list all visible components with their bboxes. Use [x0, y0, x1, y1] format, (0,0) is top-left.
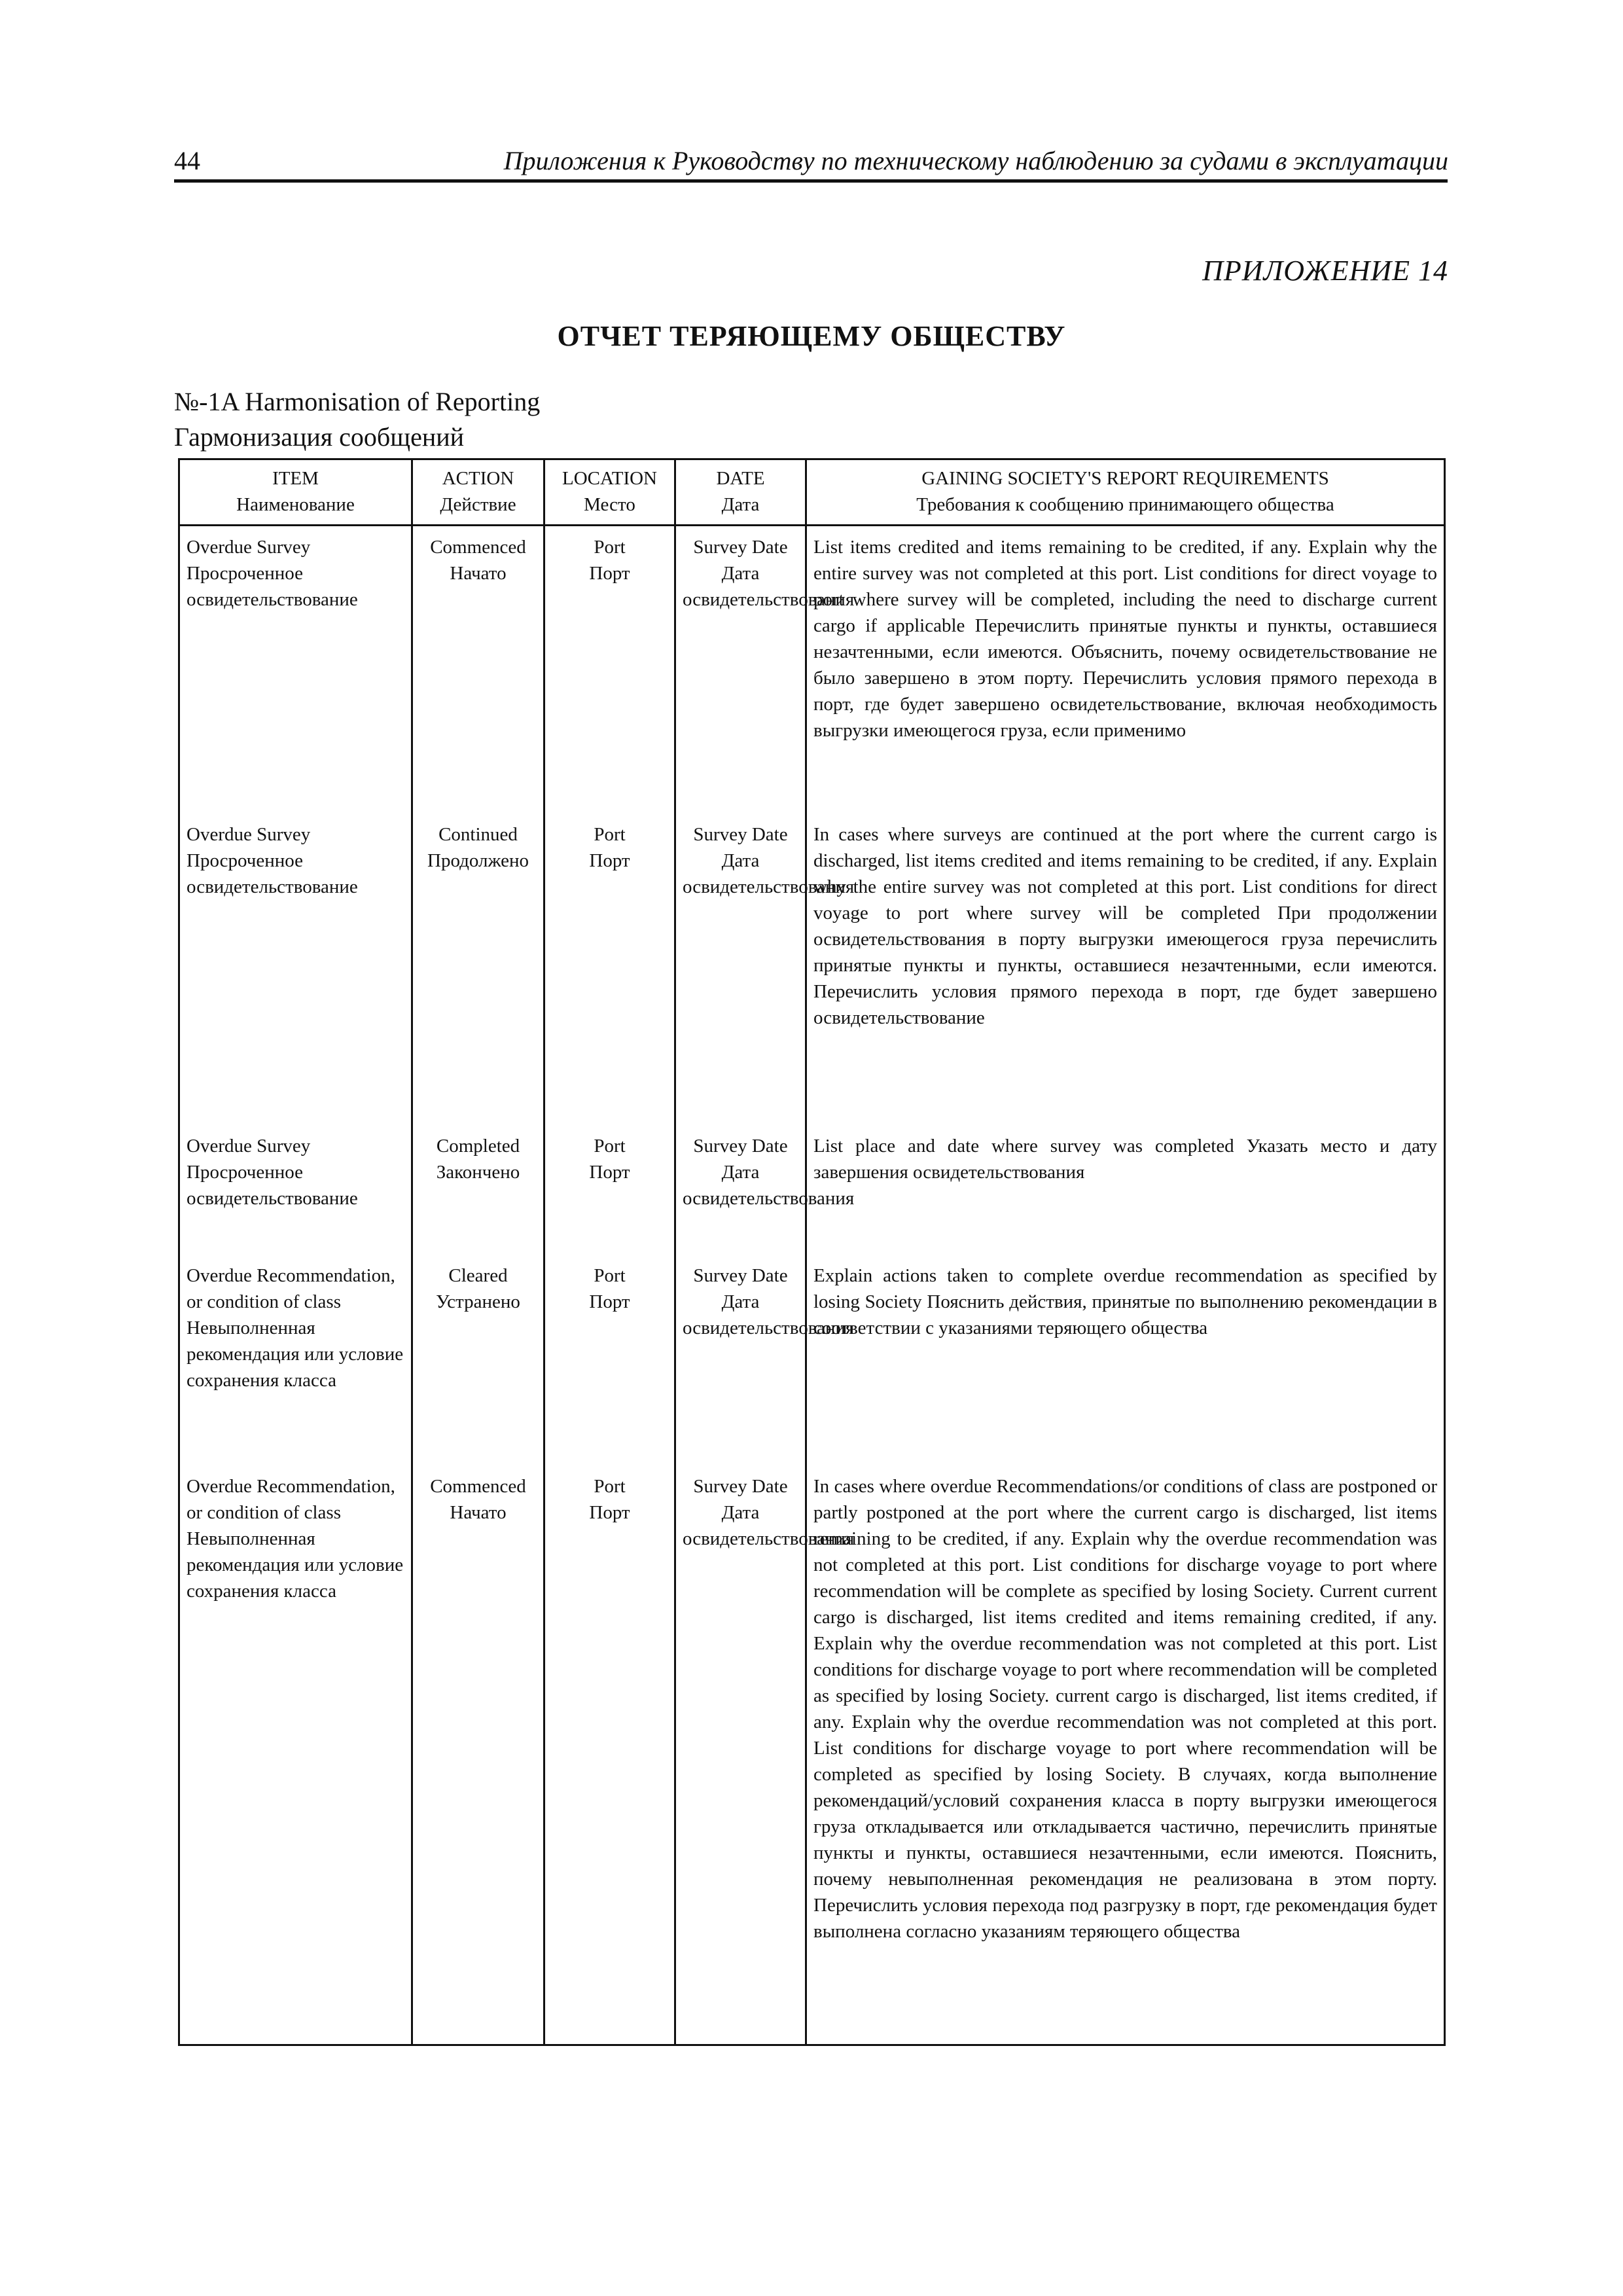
row-date: Survey Date Дата освидетельствования: [675, 1465, 806, 2045]
row-location: Port Порт: [544, 1125, 675, 1255]
row-requirements: In cases where overdue Recommendations/or conditions of class are postponed or partly postponed at the port where the current cargo is discharged, list items remaining to be credited, if any. Explain why the overdue recommendation was not completed at this port. List conditions for discharge voyage to port where recommendation will be complete as specified by losing Society. Current current cargo is discharged, list items credited and items remaining credited, if any. Explain why the overdue recommendation was not completed at this port. List conditions for discharge voyage to port where recommendation will be completed as specified by losing Society. current cargo is discharged, list items credited, if any. Explain why the overdue recommendation was not completed at this port. List conditions for discharge voyage to port where recommendation will be completed as specified by losing Society. В случаях, когда выполнение рекомендаций/условий сохранения класса в порту выгрузки имеющегося груза откладывается или откладывается частично, перечислить принятые пункты и пункты, оставшиеся незачтенными, если имеются. Пояснить, почему невыполненная рекомендация не реализована в этом порту. Перечислить условия перехода под разгрузку в порт, где рекомендация будет выполнена согласно указаниям теряющего общества: [806, 1465, 1445, 2045]
row-location: Port Порт: [544, 1255, 675, 1465]
table-header-row: [179, 459, 1445, 526]
table-row: [179, 526, 1445, 814]
header-date: DATE Дата: [675, 459, 806, 526]
row-date: Survey Date Дата освидетельствования: [675, 814, 806, 1125]
row-location: Port Порт: [544, 526, 675, 814]
appendix-label: ПРИЛОЖЕНИЕ 14: [1202, 255, 1448, 287]
page-number: 44: [174, 146, 200, 175]
header-action: ACTION Действие: [412, 459, 544, 526]
table-row: [179, 1465, 1445, 2045]
row-date: Survey Date Дата освидетельствования: [675, 526, 806, 814]
row-requirements: List place and date where survey was completed Указать место и дату завершения освидетельствования: [806, 1125, 1445, 1255]
row-location: Port Порт: [544, 814, 675, 1125]
row-action: Completed Закончено: [412, 1125, 544, 1255]
header-rule: [174, 179, 1448, 183]
document-title: ОТЧЕТ ТЕРЯЮЩЕМУ ОБЩЕСТВУ: [557, 320, 1066, 352]
row-requirements: Explain actions taken to complete overdue recommendation as specified by losing Society Пояснить действия, принятые по выполнению рекомендации в соответствии с указаниями теряющего общества: [806, 1255, 1445, 1465]
row-action: Commenced Начато: [412, 1465, 544, 2045]
row-requirements: List items credited and items remaining to be credited, if any. Explain why the entire survey was not completed at this port. List conditions for direct voyage to port where survey will be completed, including the need to discharge current cargo if applicable Перечислить принятые пункты и пункты, оставшиеся незачтенными, если имеются. Объяснить, почему освидетельствование не было завершено в этом порту. Перечислить условия прямого перехода в порт, где будет завершено освидетельствование, включая необходимость выгрузки имеющегося груза, если применимо: [806, 526, 1445, 814]
table-row: [179, 1125, 1445, 1255]
table-row: [179, 814, 1445, 1125]
running-title: Приложения к Руководству по техническому наблюдению за судами в эксплуатации: [503, 146, 1448, 175]
row-date: Survey Date Дата освидетельствования: [675, 1255, 806, 1465]
row-item: Overdue Survey Просроченное освидетельствование: [179, 1125, 412, 1255]
row-action: Cleared Устранено: [412, 1255, 544, 1465]
row-action: Continued Продолжено: [412, 814, 544, 1125]
row-item: Overdue Recommendation, or condition of class Невыполненная рекомендация или условие сохранения класса: [179, 1255, 412, 1465]
row-location: Port Порт: [544, 1465, 675, 2045]
row-date: Survey Date Дата освидетельствования: [675, 1125, 806, 1255]
row-item: Overdue Survey Просроченное освидетельствование: [179, 526, 412, 814]
subtitle-ru: Гармонизация сообщений: [174, 422, 465, 452]
row-item: Overdue Recommendation, or condition of class Невыполненная рекомендация или условие сохранения класса: [179, 1465, 412, 2045]
row-requirements: In cases where surveys are continued at the port where the current cargo is discharged, list items credited and items remaining to be credited, if any. Explain why the entire survey was not completed at this port. List conditions for direct voyage to port where survey will be completed При продолжении освидетельствования в порту выгрузки имеющегося груза перечислить принятые пункты и пункты, оставшиеся незачтенными, если имеются. Перечислить условия прямого перехода в порт, где будет завершено освидетельствование: [806, 814, 1445, 1125]
subtitle-en: №-1A Harmonisation of Reporting: [174, 387, 541, 416]
header-item: ITEM Наименование: [179, 459, 412, 526]
row-item: Overdue Survey Просроченное освидетельствование: [179, 814, 412, 1125]
header-location: LOCATION Место: [544, 459, 675, 526]
header-requirements: GAINING SOCIETY'S REPORT REQUIREMENTS Требования к сообщению принимающего общества: [806, 459, 1445, 526]
table-row: [179, 1255, 1445, 1465]
row-action: Commenced Начато: [412, 526, 544, 814]
harmonisation-table: [178, 458, 1446, 2046]
